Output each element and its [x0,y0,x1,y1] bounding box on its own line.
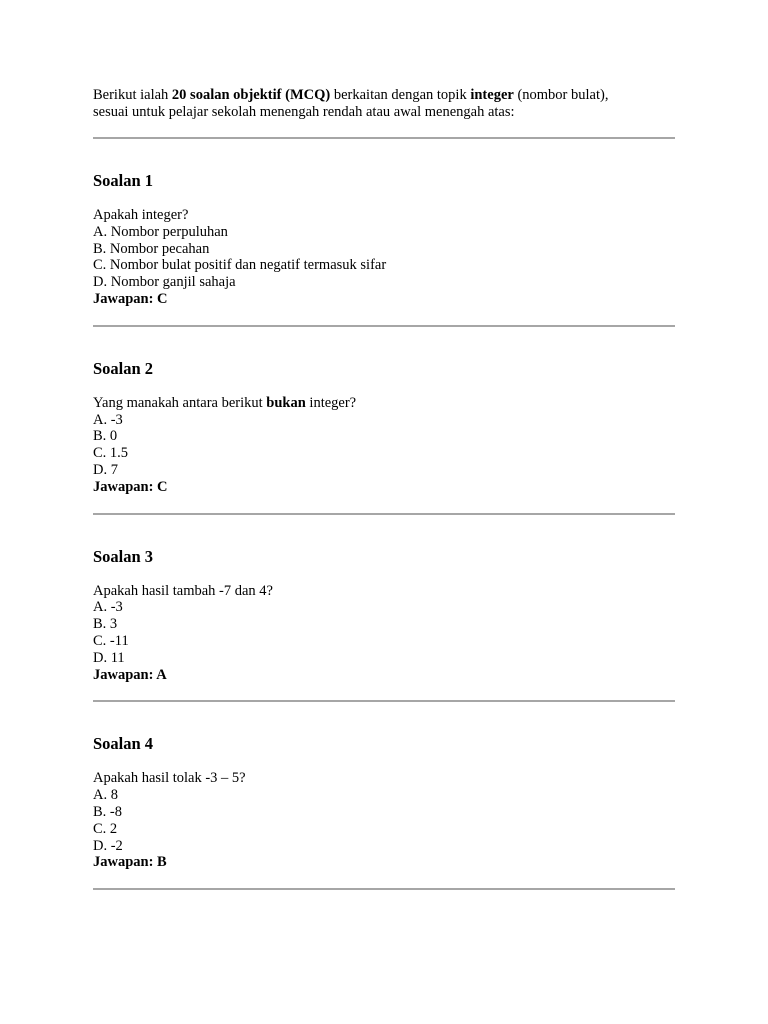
document-page [93,87,675,890]
intro-paragraph [93,87,675,121]
question-block [93,734,675,890]
option-a: A. -3 [93,599,123,616]
prompt-bold: bukan [266,394,306,411]
option-d: D. 7 [93,461,118,478]
intro-text: Berikut ialah [93,87,172,103]
answer-label: Jawapan: A [93,666,167,683]
intro-text: (nombor bulat), [513,87,609,103]
prompt-text: Apakah integer? [93,207,189,223]
intro-text: berkaitan dengan topik [330,87,471,103]
option-c: C. -11 [93,632,129,649]
question-block [93,359,675,515]
answer-label: Jawapan: C [93,478,168,495]
horizontal-divider [93,700,675,702]
question-prompt [93,207,675,224]
option-c: C. 2 [93,820,118,837]
option-b: B. Nombor pecahan [93,240,210,257]
question-prompt [93,770,675,787]
option-c: C. Nombor bulat positif dan negatif termasuk sifar [93,257,387,274]
horizontal-divider [93,325,675,327]
intro-bold-mcq: 20 soalan objektif (MCQ) [171,87,331,103]
answer-label: Jawapan: C [93,290,168,307]
question-prompt [93,583,675,600]
question-prompt [93,395,675,412]
option-d: D. Nombor ganjil sahaja [93,274,236,291]
option-d: D. -2 [93,837,123,854]
option-c: C. 1.5 [93,445,129,462]
prompt-text: integer? [305,394,357,411]
option-b: B. -8 [93,803,122,820]
option-a: A. Nombor perpuluhan [93,223,228,240]
question-block [93,547,675,703]
option-d: D. 11 [93,649,125,666]
intro-bold-integer: integer [470,87,514,103]
intro-text-line2: sesuai untuk pelajar sekolah menengah rendah atau awal menengah atas: [93,104,515,120]
question-title: Soalan 1 [93,171,154,190]
prompt-text: Yang manakah antara berikut [93,394,267,411]
prompt-text: Apakah hasil tolak -3 – 5? [93,770,246,787]
question-title: Soalan 3 [93,546,154,566]
prompt-text: Apakah hasil tambah -7 dan 4? [93,582,273,599]
horizontal-divider [93,137,675,139]
option-b: B. 3 [93,616,118,633]
question-title: Soalan 2 [93,358,154,378]
option-a: A. -3 [93,411,123,428]
question-title: Soalan 4 [93,734,154,754]
option-a: A. 8 [93,787,118,804]
horizontal-divider [93,888,675,890]
answer-label: Jawapan: B [93,854,167,871]
question-block [93,171,675,327]
horizontal-divider [93,513,675,515]
option-b: B. 0 [93,428,118,445]
